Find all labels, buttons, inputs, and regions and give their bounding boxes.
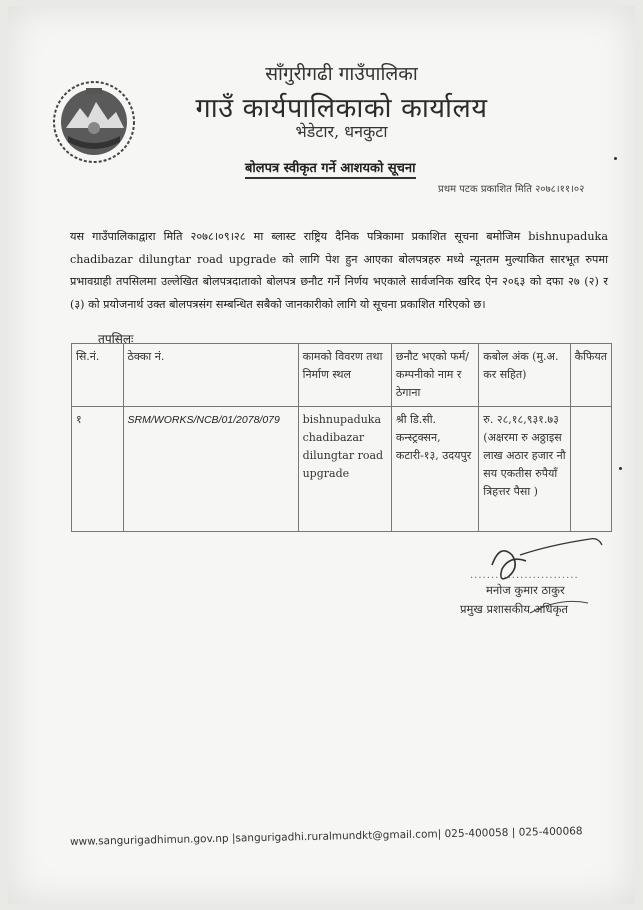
cell-sn: १ [72, 407, 124, 532]
footer-contact: www.sangurigadhimun.gov.np |sangurigadhi.ruralmundkt@gmail.com| 025-400058 | 025-400068 [69, 825, 583, 848]
signatory-title: प्रमुख प्रशासकीय अधिकृत [460, 602, 568, 616]
signature-line: .......................... [470, 570, 579, 581]
col-header-amount: कबोल अंक (मु.अ. कर सहित) [479, 344, 570, 407]
bid-table [71, 343, 612, 532]
org-name: साँगुरीगढी गाउँपालिका [265, 63, 418, 85]
col-header-contract: ठेक्का नं. [123, 344, 298, 407]
cell-firm: श्री डि.सी. कन्स्ट्रक्सन, कटारी-१३, उदयपुर [391, 407, 478, 532]
published-date: प्रथम पटक प्रकाशित मिति २०७८।११।०२ [438, 184, 585, 195]
office-title: गाउँ कार्यपालिकाको कार्यालय [195, 93, 488, 124]
notice-paragraph: यस गाउँपालिकाद्वारा मिति २०७८।०९।२८ मा ब्लास्ट राष्ट्रिय दैनिक पत्रिकामा प्रकाशित सूचना बमोजिम bishnupaduka chadibazar dilungtar road upgrade को लागि पेश हुन आएका बोलपत्रहरु मध्ये न्यूनतम मुल्याकित सारभूत रुपमा प्रभावग्राही तपसिलमा उल्लेखित बोलपत्रदाताको बोलपत्र छनौट गर्ने निर्णय भएकाले सार्वजनिक खरिद ऐन २०६३ को दफा २७ (२) र (३) को प्रयोजनार्थ उक्त बोलपत्रसंग सम्बन्धित सबैको जानकारीको लागि यो सूचना प्रकाशित गरिएको छ। [70, 230, 608, 311]
table-header-row [72, 344, 612, 407]
notice-title: बोलपत्र स्वीकृत गर्ने आशयको सूचना [245, 158, 416, 179]
signatory-name: मनोज कुमार ठाकुर [486, 583, 565, 597]
cell-description: bishnupaduka chadibazar dilungtar road upgrade [298, 407, 391, 532]
col-header-sn: सि.नं. [72, 344, 124, 407]
col-header-description: कामको विवरण तथा निर्माण स्थल [298, 344, 391, 407]
speck [614, 157, 617, 160]
cell-contract-no: SRM/WORKS/NCB/01/2078/079 [123, 407, 298, 532]
col-header-firm: छनौट भएको फर्म/कम्पनीको नाम र ठेगाना [391, 344, 478, 407]
cell-remarks [570, 407, 611, 532]
cell-amount: रु. २८,१८,९३१.७३ (अक्षरमा रु अठ्ठाइस लाख अठार हजार नौ सय एकतीस रुपैयाँ त्रिहत्तर पैसा ) [479, 407, 570, 532]
table-row [72, 407, 612, 532]
speck [619, 467, 622, 470]
tapasil-label: तपसिलः [98, 332, 134, 346]
col-header-remarks: कैफियत [570, 344, 611, 407]
office-address: भेडेटार, धनकुटा [295, 122, 388, 141]
